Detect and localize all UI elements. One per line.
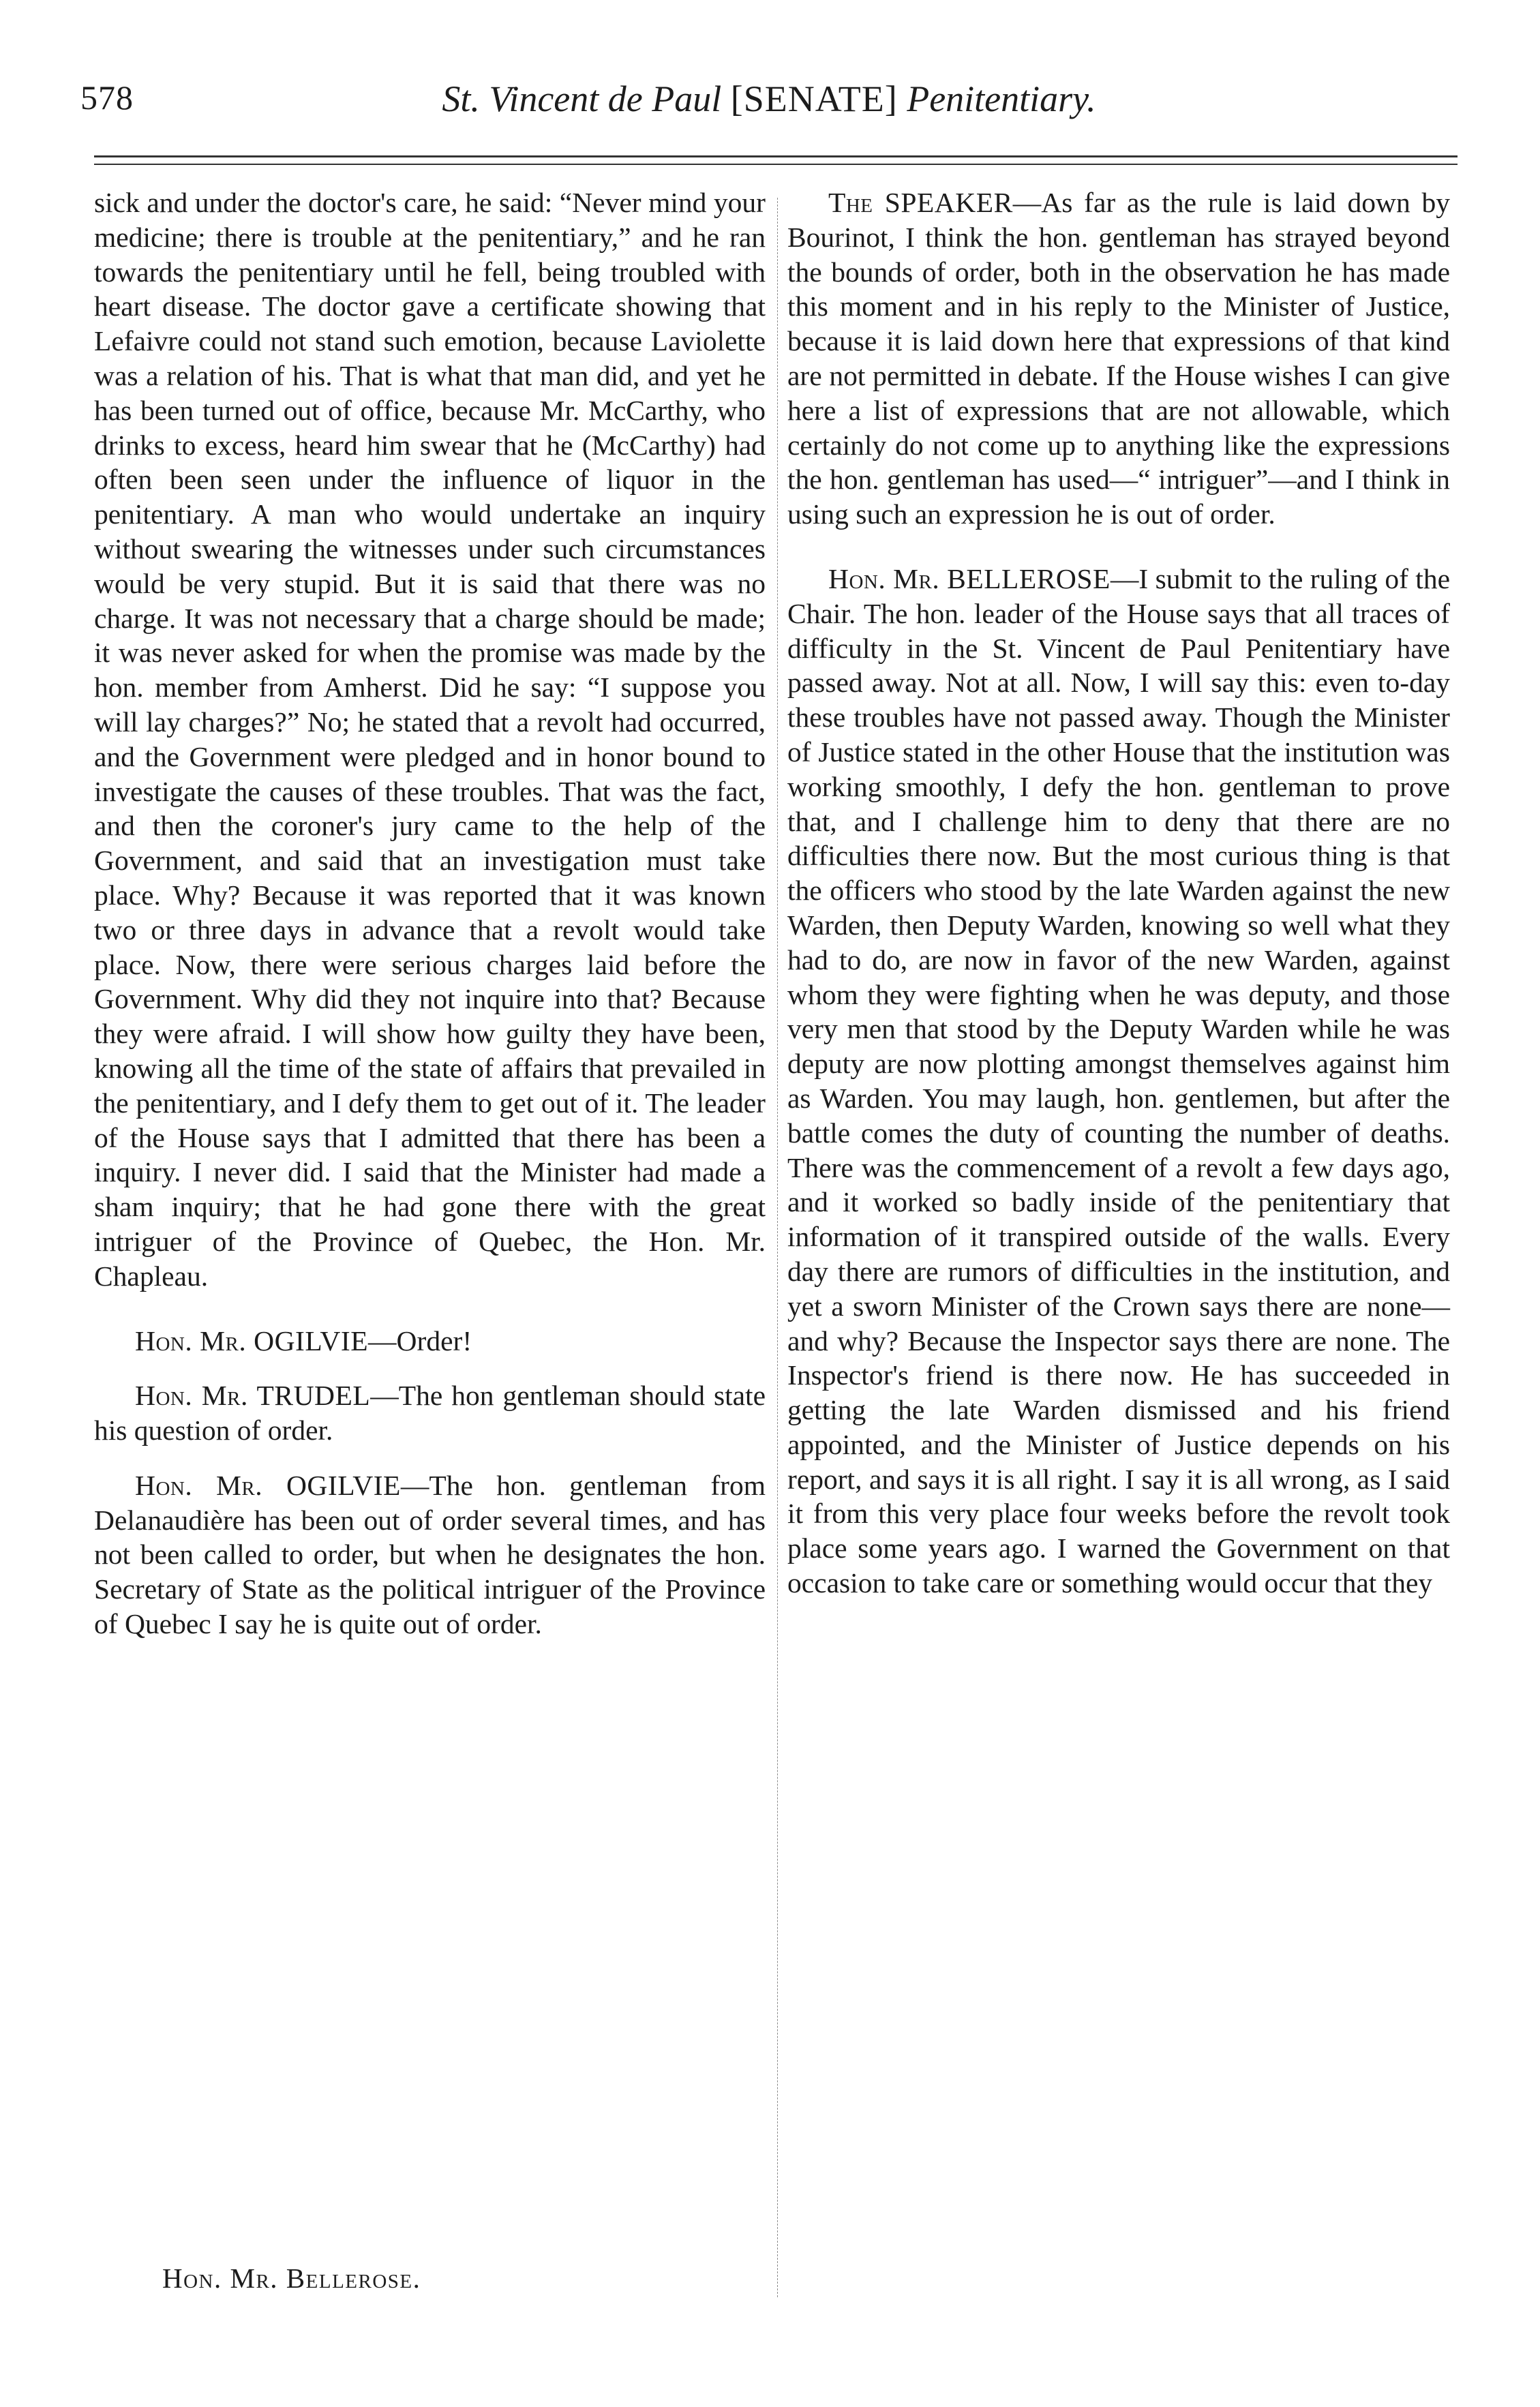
speech-text: —Order! [368,1324,472,1357]
speech-text: —The hon gentleman should state his question of order. [94,1380,766,1447]
speaker-name: Hon. Mr. OGILVIE [135,1324,369,1357]
title-left: St. Vincent de Paul [442,78,722,119]
title-right: Penitentiary. [907,78,1096,119]
column-signoff: Hon. Mr. Bellerose. [162,2262,421,2294]
speaker-name: Hon. Mr. OGILVIE [135,1469,401,1501]
speaker-name: Hon. Mr. TRUDEL [135,1380,371,1412]
speaker-name: The SPEAKER [828,187,1013,218]
paragraph [787,185,1450,532]
page-number: 578 [80,78,134,117]
header-rule [94,155,1458,157]
column-divider [777,198,778,2297]
paragraph: sick and under the doctor's care, he said: “Never mind your medicine; there is trouble at the penitentiary,” and he ran towards the penitentiary until he fell, being troubled with heart disease. The doctor gave a certificate showing that Lefaivre could not stand such emotion, because Laviolette was a relation of his. That is what that man did, and yet he has been turned out of office, because Mr. McCarthy, who drinks to excess, heard him swear that he (McCarthy) had often been seen under the influence of liquor in the penitentiary. A man who would undertake an inquiry without swearing the witnesses under such circumstances would be very stupid. But it is said that there was no charge. It was not necessary that a charge should be made; it was never asked for when the promise was made by the hon. member from Amherst. Did he say: “I suppose you will lay charges?” No; he stated that a revolt had occurred, and the Government were pledged and in honor bound to investigate the causes of these troubles. That was the fact, and then the coroner's jury came to the help of the Government, and said that an investigation must take place. Why? Because it was reported that it was known two or three days in advance that a revolt would take place. Now, there were serious charges laid before the Government. Why did they not inquire into that? Because they were afraid. I will show how guilty they have been, knowing all the time of the state of affairs that prevailed in the penitentiary, and I defy them to get out of it. The leader of the House says that I admitted that there has been a inquiry. I never did. I said that the Minister had made a sham inquiry; that he had gone there with the great intriguer of the Province of Quebec, the Hon. Mr. Chapleau. [94,187,766,1292]
paragraph [94,1378,766,1448]
header-rule-thin [94,164,1458,165]
running-header [80,68,1458,130]
right-column [787,185,1450,1601]
speaker-name: Hon. Mr. BELLEROSE [828,562,1111,594]
paragraph [94,1468,766,1641]
speech-text: —As far as the rule is laid down by Bourinot, I think the hon. gentleman has strayed beyond the bounds of order, both in the observation he has made this moment and in his reply to the Minister of Justice, because it is laid down here that expressions of that kind are not permitted in debate. If the House wishes I can give here a list of expressions that are not allowable, which certainly do not come up to anything like the expressions the hon. gentleman has used—“ intriguer”—and I think in using such an expression he is out of order. [787,187,1450,530]
title-middle: [SENATE] [730,78,898,119]
paragraph [787,562,1450,1601]
running-title [80,78,1458,120]
left-column [94,185,766,1641]
speech-text: —I submit to the ruling of the Chair. The hon. leader of the House says that all traces of difficulty in the St. Vincent de Paul Penitentiary have passed away. Not at all. Now, I will say this: even to-day these troubles have not passed away. Though the Minister of Justice stated in the other House that the institution was working smoothly, I defy the hon. gentleman to prove that, and I challenge him to deny that there are no difficulties there now. But the most curious thing is that the officers who stood by the late Warden against the new Warden, then Deputy Warden, knowing so well what they had to do, are now in favor of the new Warden, against whom they were fighting when he was deputy, and those very men that stood by the Deputy Warden while he was deputy are now plotting amongst themselves against him as Warden. You may laugh, hon. gentlemen, but after the battle comes the duty of counting the number of deaths. There was the commencement of a revolt a few days ago, and it worked so badly inside of the penitentiary that information of it transpired outside of the walls. Every day there are rumors of difficulties in the institution, and yet a sworn Minister of the Crown says there are none—and why? Because the Inspector says there are none. The Inspector's friend is there now. He has succeeded in getting the late Warden dismissed and his friend appointed, and the Minister of Justice depends on his report, and says it is all right. I say it is all wrong, as I said it from this very place four weeks before the revolt took place some years ago. I warned the Government on that occasion to take care or something would occur that they [787,562,1450,1599]
speech-text: —The hon. gentleman from Delanaudière has been out of order several times, and has not been called to order, but when he designates the hon. Secretary of State as the political intriguer of the Province of Quebec I say he is quite out of order. [94,1469,766,1640]
paragraph [94,1324,766,1359]
